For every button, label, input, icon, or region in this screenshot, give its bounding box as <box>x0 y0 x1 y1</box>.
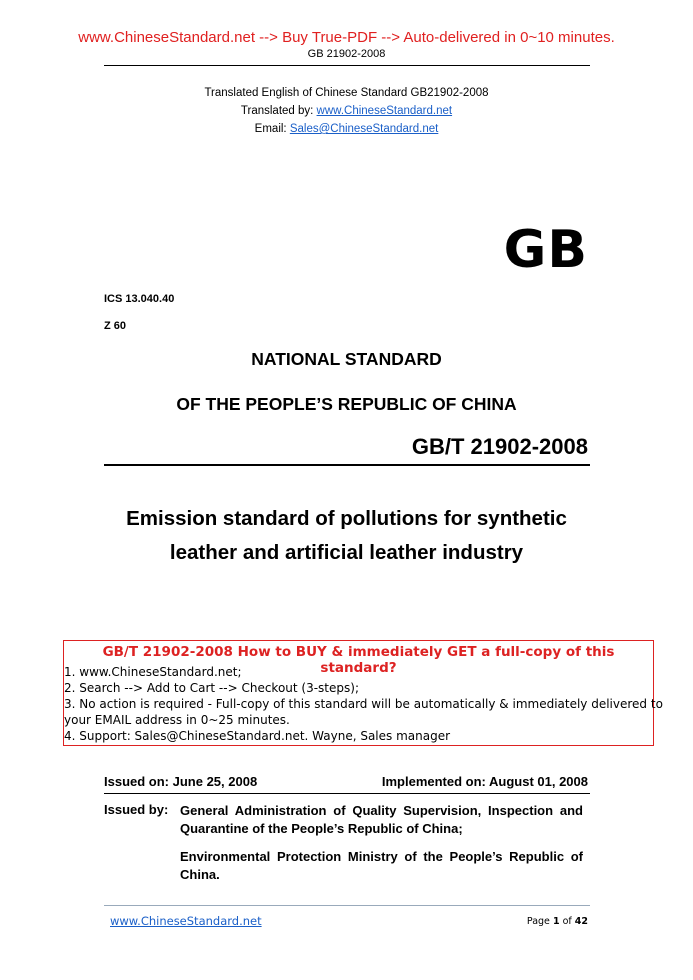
issued-on: Issued on: June 25, 2008 <box>104 774 258 789</box>
ccs-code: Z 60 <box>104 320 127 332</box>
purchase-step-2: 2. Search --> Add to Cart --> Checkout (3-steps); <box>64 681 359 695</box>
page-total: 42 <box>574 916 588 927</box>
issuer-aqsiq: General Administration of Quality Supervision, Inspection and Quarantine of the People’s Republic of China; <box>180 803 583 836</box>
ics-code: ICS 13.040.40 <box>104 293 175 305</box>
promo-banner[interactable]: www.ChineseStandard.net --> Buy True-PDF --> Auto-delivered in 0~10 minutes. <box>78 29 615 46</box>
page-of: of <box>559 916 575 927</box>
purchase-step-1[interactable]: 1. www.ChineseStandard.net; <box>64 665 242 679</box>
translator-link[interactable]: www.ChineseStandard.net <box>316 105 453 117</box>
email-label: Email: <box>254 123 290 135</box>
translated-by <box>0 105 693 117</box>
email-line <box>0 123 693 135</box>
issue-rule <box>104 793 590 794</box>
purchase-step-4: 4. Support: Sales@ChineseStandard.net. Wayne, Sales manager <box>64 729 451 743</box>
document-title-line2: leather and artificial leather industry <box>169 541 524 564</box>
issuer-mep: Environmental Protection Ministry of the People’s Republic of China. <box>180 849 583 882</box>
page-label: Page <box>526 916 553 927</box>
purchase-info-box <box>63 640 663 746</box>
issued-by-label: Issued by: <box>104 802 169 817</box>
standard-number: GB/T 21902-2008 <box>411 434 588 459</box>
purchase-step-3: 3. No action is required - Full-copy of this standard will be automatically & immediately delivered to <box>64 697 663 711</box>
page-number <box>527 916 588 927</box>
national-standard-heading: NATIONAL STANDARD <box>251 349 442 369</box>
page-current: 1 <box>552 916 560 927</box>
footer-site-link[interactable]: www.ChineseStandard.net <box>110 914 262 928</box>
translation-line: Translated English of Chinese Standard GB21902-2008 <box>204 87 489 99</box>
header-standard-code: GB 21902-2008 <box>307 48 386 60</box>
title-rule <box>104 464 590 466</box>
document-title-line1: Emission standard of pollutions for synthetic <box>126 507 567 530</box>
prc-heading: OF THE PEOPLE’S REPUBLIC OF CHINA <box>176 394 517 414</box>
header-rule <box>104 65 590 66</box>
email-link[interactable]: Sales@ChineseStandard.net <box>289 123 439 135</box>
purchase-step-3-cont: your EMAIL address in 0~25 minutes. <box>64 713 290 727</box>
translated-by-label: Translated by: <box>240 105 317 117</box>
footer-rule <box>104 905 590 906</box>
implemented-on: Implemented on: August 01, 2008 <box>381 774 588 789</box>
purchase-box-title[interactable]: GB/T 21902-2008 How to BUY & immediately GET a full-copy of this standard? <box>102 644 615 676</box>
gb-logo: GB <box>503 220 588 280</box>
